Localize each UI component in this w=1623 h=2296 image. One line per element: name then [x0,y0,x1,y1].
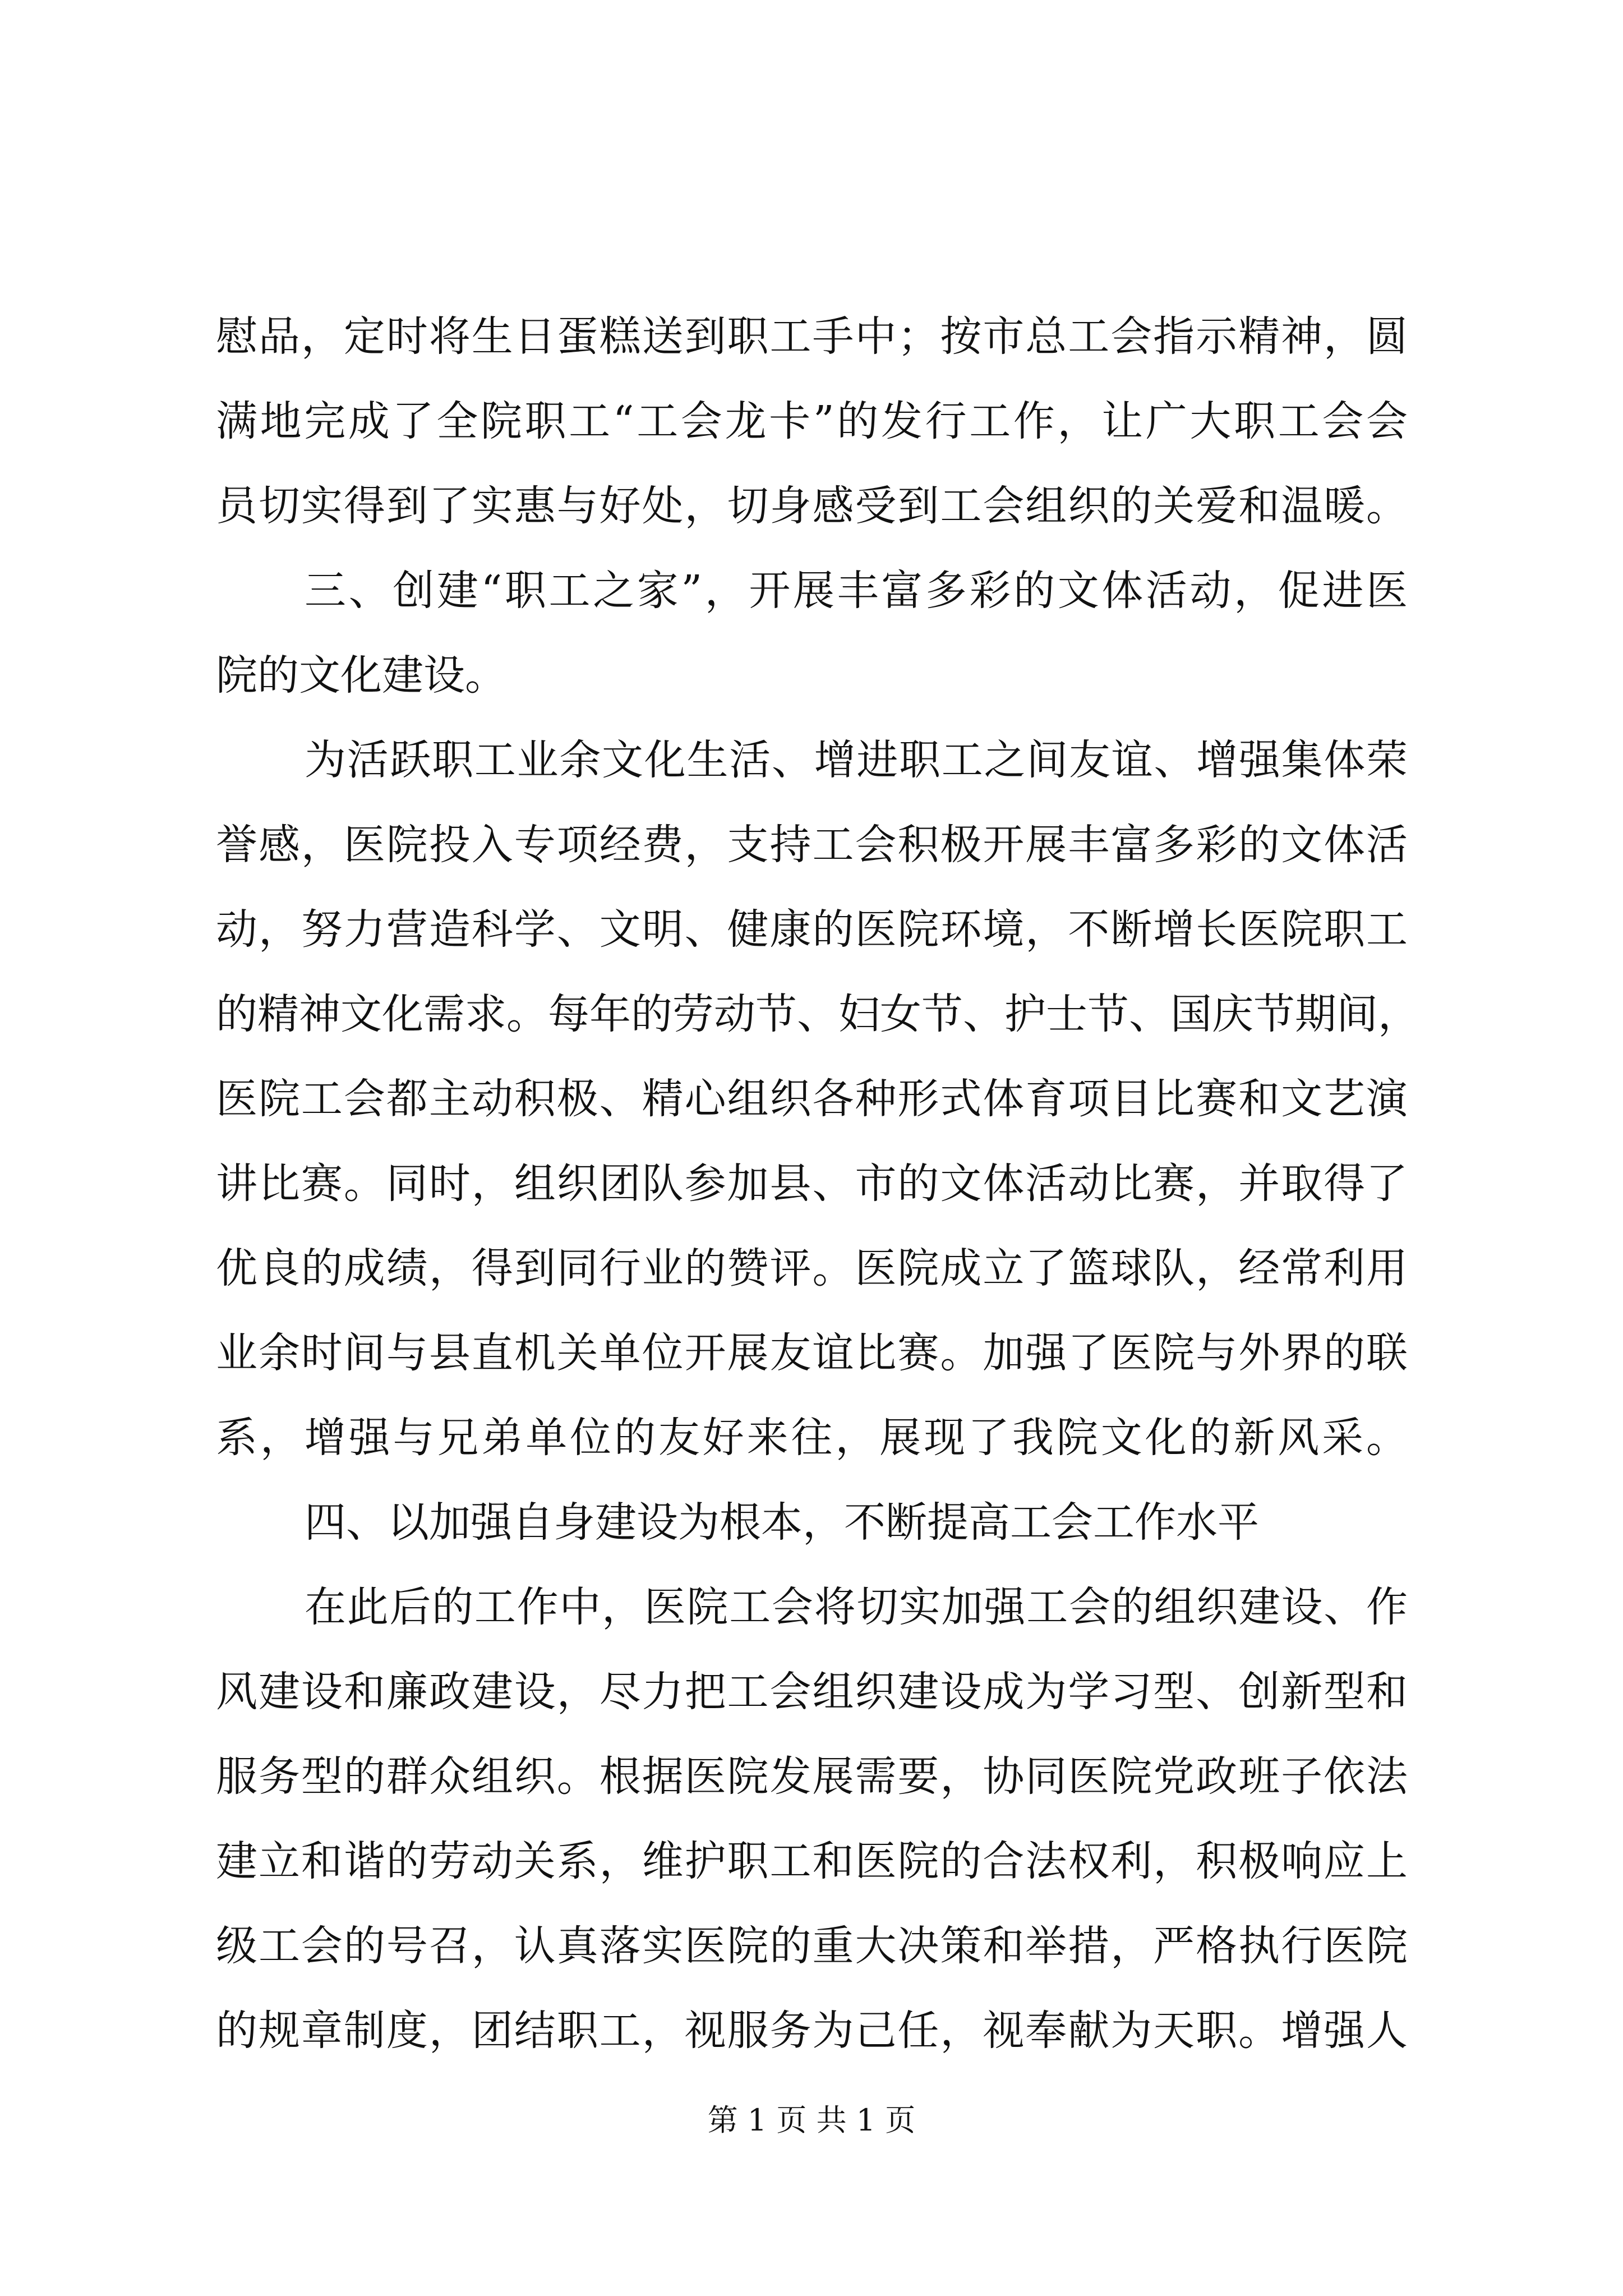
text-line: 级工会的号召，认真落实医院的重大决策和举措，严格执行医院 [216,1922,1408,1970]
text-line: 慰品，定时将生日蛋糕送到职工手中；按市总工会指示精神，圆 [216,312,1408,361]
text-line: 员切实得到了实惠与好处，切身感受到工会组织的关爱和温暖。 [216,482,1408,530]
text-line: 院的文化建设。 [216,651,506,700]
document-body [216,295,1419,2073]
section-heading-three: 三、创建“职工之家”，开展丰富多彩的文体活动，促进医 [305,567,1408,615]
text-line: 服务型的群众组织。根据医院发展需要，协同医院党政班子依法 [216,1752,1408,1801]
text-line: 誉感，医院投入专项经费，支持工会积极开展丰富多彩的文体活 [216,821,1408,869]
text-line: 的精神文化需求。每年的劳动节、妇女节、护士节、国庆节期间， [216,990,1419,1038]
text-line: 系，增强与兄弟单位的友好来往，展现了我院文化的新风采。 [216,1414,1408,1462]
text-line: 动，努力营造科学、文明、健康的医院环境，不断增长医院职工 [216,905,1408,954]
text-line: 风建设和廉政建设，尽力把工会组织建设成为学习型、创新型和 [216,1668,1408,1716]
paragraph-start: 为活跃职工业余文化生活、增进职工之间友谊、增强集体荣 [305,736,1408,784]
text-line: 讲比赛。同时，组织团队参加县、市的文体活动比赛，并取得了 [216,1159,1408,1208]
text-line: 建立和谐的劳动关系，维护职工和医院的合法权利，积极响应上 [216,1837,1408,1885]
text-line: 的规章制度，团结职工，视服务为己任，视奉献为天职。增强人 [216,2007,1408,2055]
text-line: 业余时间与县直机关单位开展友谊比赛。加强了医院与外界的联 [216,1329,1408,1377]
text-line: 满地完成了全院职工“工会龙卡”的发行工作，让广大职工会会 [216,397,1408,445]
text-line: 优良的成绩，得到同行业的赞评。医院成立了篮球队，经常利用 [216,1244,1408,1292]
section-heading-four: 四、以加强自身建设为根本，不断提高工会工作水平 [305,1498,1259,1547]
text-line: 医院工会都主动积极、精心组织各种形式体育项目比赛和文艺演 [216,1075,1408,1123]
paragraph-start: 在此后的工作中，医院工会将切实加强工会的组织建设、作 [305,1583,1408,1631]
page-footer: 第 1 页 共 1 页 [707,2102,916,2138]
